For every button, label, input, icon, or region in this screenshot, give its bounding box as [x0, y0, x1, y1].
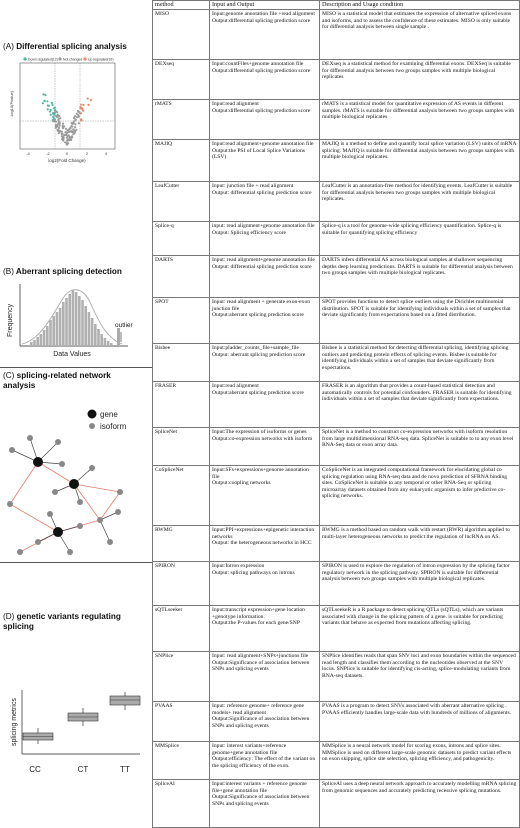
volcano-point	[76, 113, 78, 115]
histogram-bar	[72, 290, 75, 346]
volcano-point	[73, 117, 75, 119]
volcano-point	[73, 128, 75, 130]
histogram-bar	[40, 334, 43, 346]
output-text: Output:differential splicing prediction score	[212, 67, 311, 74]
volcano-point	[44, 94, 46, 96]
output-text: Output: splicing pathways on introns	[212, 569, 295, 576]
volcano-point	[65, 128, 67, 130]
panel-a-label: (A)	[3, 42, 14, 51]
input-text: Input:transcript expression+gene location +genotype information.	[212, 607, 305, 620]
volcano-point	[72, 123, 74, 125]
output-text: Output:Significance of association between SNPs and splicing events	[212, 794, 310, 807]
output-text: Output:efficiency: The effect of the variant on the splicing efficiency of the exon.	[212, 756, 316, 769]
description-cell: MMSplice is a neural network model for scoring exons, introns and splice sites. MMSplice is used on different large-scale genomic datasets to predict variant effects on exon skipping, splice site selection, splicing efficiency, and pathogenicity.	[320, 742, 520, 780]
panel-d-title	[3, 612, 149, 632]
method-cell: SpliceAI	[153, 780, 210, 828]
histogram-bars	[30, 290, 113, 346]
volcano-point	[70, 130, 72, 132]
table-row	[153, 140, 520, 182]
input-output-cell	[210, 562, 320, 606]
volcano-point	[74, 132, 76, 134]
legend-gene-dot	[88, 410, 97, 419]
input-output-cell	[210, 10, 320, 60]
output-text: Output: differential splicing prediction score	[212, 263, 312, 270]
outlier-label: outlier	[115, 322, 133, 329]
panel-b-heading: Aberrant splicing detection	[15, 267, 122, 276]
legend-isoform-dot	[89, 423, 95, 429]
histogram-bar	[52, 316, 55, 346]
volcano-point	[69, 127, 71, 129]
volcano-ylabel: -log10(Pvalue)	[9, 90, 14, 117]
table-row	[153, 562, 520, 606]
description-cell: FRASER is an algorithm that provides a count-based statistical detection and automatically controls for potential confounders. FRASER is suitable for identifying individuals within a set of samples that deviate significantly from expectations.	[320, 382, 520, 428]
input-output-cell	[210, 222, 320, 256]
panel-b-label: (B)	[3, 267, 14, 276]
volcano-point	[48, 105, 50, 107]
input-output-cell	[210, 428, 320, 466]
histogram-bar	[43, 330, 46, 346]
legend-down-dot	[23, 57, 26, 60]
input-output-cell	[210, 742, 320, 780]
method-cell: sQTLseeker	[153, 606, 210, 652]
table-row	[153, 652, 520, 702]
volcano-point	[70, 136, 72, 138]
legend-down-text: Down regulated(12)	[28, 57, 58, 62]
input-text: Input: read alignment+genome annotation file	[212, 257, 315, 264]
output-text: Output:differential splicing prediction score	[212, 107, 311, 114]
volcano-point	[43, 100, 45, 102]
volcano-point	[47, 108, 49, 110]
legend-not-dot	[58, 57, 61, 60]
panel-c-label: (C)	[3, 371, 15, 380]
volcano-point	[87, 97, 89, 99]
category-tt: TT	[120, 765, 130, 774]
method-cell: Bisbee	[153, 344, 210, 382]
output-text: Output:the PSI of Local Splice Variations (LSV)	[212, 147, 305, 161]
description-cell: PVAAS is a program to detect SNVs associated with aberrant alternative splicing . PVAAS efficiently handles large-scale data with hundreds of millions of alignments.	[320, 702, 520, 742]
volcano-point	[46, 100, 48, 102]
description-cell: MAJIQ is a method to define and quantify local splice variation (LSV) units of mRNA splicing. MAJIQ is suitable for differential analysis between two groups samples with multiple biological replicates.	[320, 140, 520, 182]
output-text: Output:aberrant splicing prediction score	[212, 389, 304, 396]
volcano-point	[53, 113, 55, 115]
volcano-point	[70, 139, 72, 141]
panel-d-heading: genetic variants regulating splicing	[3, 612, 121, 631]
input-output-cell	[210, 140, 320, 182]
table-row	[153, 60, 520, 100]
method-cell: SNPlice	[153, 652, 210, 702]
gene-nodes	[33, 457, 79, 537]
volcano-point	[68, 131, 70, 133]
output-text: Output:coopling networks	[212, 480, 271, 487]
input-text: Input: read alignment + generate exon-exon junction file	[212, 299, 311, 312]
description-cell: SPOT provides functions to detect splice outliers using the Dirichlet multinomial distribution. SPOT is suitable for identifying individuals within a set of samples that deviate significantly from expectations based on a fitted distribution.	[320, 298, 520, 344]
input-text: Input:genome annotation file +read alignment	[212, 11, 315, 18]
histogram-xlabel: Data Values	[53, 351, 91, 358]
volcano-point	[78, 122, 80, 124]
legend-not-text: Not changed	[63, 57, 83, 62]
input-text: Input:SFs+expressions+genome annotation file	[212, 467, 309, 480]
description-cell: DEXseq is a statistical method for examining differential exons. DEXSeq is suitable for differential analysis between two groups samples with multiple biological replicates	[320, 60, 520, 100]
input-output-cell	[210, 182, 320, 222]
output-text: Output: the heterogeneous networks in HCC	[212, 540, 312, 547]
histogram-bar	[78, 296, 81, 346]
volcano-point	[61, 138, 63, 140]
table-row	[153, 606, 520, 652]
volcano-point	[55, 110, 57, 112]
input-output-cell	[210, 256, 320, 298]
volcano-point	[75, 129, 77, 131]
volcano-xlabel: log2(Fold Change)	[48, 158, 86, 163]
histogram-bar	[91, 318, 94, 346]
table-row	[153, 382, 520, 428]
histogram-bar	[107, 341, 110, 346]
description-cell: RWMG is a method based on random walk with restart (RWR) algorithm applied to multi-layer heterogeneous networks to predict the regulation of lncRNA on AS.	[320, 526, 520, 562]
volcano-point	[67, 139, 69, 141]
method-cell: CoSpliceNet	[153, 466, 210, 526]
panel-a-title	[3, 42, 127, 52]
methods-table	[152, 0, 520, 828]
table-header-row	[153, 1, 520, 10]
panel-d-label: (D)	[3, 612, 15, 621]
table-row	[153, 222, 520, 256]
histogram-bar	[75, 292, 78, 346]
volcano-point	[66, 143, 68, 145]
histogram-bar	[49, 320, 52, 346]
input-text: Input:countFiles+genome annotation file	[212, 61, 304, 68]
output-text: Output:differential splicing prediction score	[212, 17, 311, 24]
input-output-cell	[210, 60, 320, 100]
volcano-point	[73, 120, 75, 122]
table-row	[153, 526, 520, 562]
category-ct: CT	[77, 765, 89, 774]
input-output-cell	[210, 298, 320, 344]
method-cell: rMATS	[153, 100, 210, 140]
volcano-point	[70, 125, 72, 127]
output-text: Output:co-expression networks with isoform	[212, 435, 313, 442]
table-row	[153, 428, 520, 466]
box-ct	[68, 708, 98, 726]
network-spokes	[12, 438, 118, 552]
header-description: Description and Usage condition	[320, 1, 520, 10]
input-text: Input:read alignment	[212, 383, 259, 390]
histogram-bar	[100, 334, 103, 346]
volcano-point	[53, 107, 55, 109]
isoform-nodes	[7, 435, 123, 555]
method-cell: SpliceNet	[153, 428, 210, 466]
volcano-point	[58, 121, 60, 123]
input-text: input: read alignment+genome annotation file	[212, 223, 315, 230]
output-text: Output:aberrant splicing prediction score	[212, 312, 304, 319]
description-cell: rMATS is a statistical model for quantitative expression of AS events in different samples. rMATS is suitable for differential analysis between two groups samples with multiple biological replicates	[320, 100, 520, 140]
input-text: Input:pladder_counts_file+sample_file	[212, 345, 300, 352]
histogram-bar	[94, 324, 97, 346]
header-method: method	[153, 1, 210, 10]
description-cell: SpliceAI uses a deep neural network approach to accurately modelling mRNA splicing from genomic sequences and accurately predicting recessive splicing mutations.	[320, 780, 520, 828]
volcano-point	[80, 119, 82, 121]
histogram-bar	[104, 338, 107, 346]
histogram-bar	[97, 329, 100, 346]
input-output-cell	[210, 526, 320, 562]
method-cell: MISO	[153, 10, 210, 60]
outlier-bar	[117, 328, 120, 346]
volcano-point	[50, 114, 52, 116]
method-cell: DEXseq	[153, 60, 210, 100]
histogram-plot	[0, 280, 152, 360]
description-cell: MISO is a statistical model that estimates the expression of alternative spliced exons and isoforms, and to assess the confidence of these estimates. MISO is only suitable for differential analysis between single sample .	[320, 10, 520, 60]
volcano-point	[58, 119, 60, 121]
volcano-point	[81, 107, 83, 109]
input-output-cell	[210, 382, 320, 428]
histogram-bar	[110, 343, 113, 346]
volcano-point	[66, 132, 68, 134]
histogram-bar	[33, 340, 36, 346]
input-output-cell	[210, 466, 320, 526]
output-text: Output: aberrant splicing prediction score	[212, 351, 306, 358]
histogram-bar	[68, 294, 71, 346]
legend-gene-text: gene	[100, 410, 118, 419]
volcano-plot	[0, 55, 152, 175]
table-row	[153, 702, 520, 742]
histogram-bar	[65, 298, 68, 346]
volcano-points	[42, 93, 92, 145]
input-text: Input: reference genome+ reference gene models+ read alignment	[212, 703, 304, 716]
input-text: Input:interest variants + reference genome file+gene annotation file	[212, 781, 307, 794]
table-row	[153, 298, 520, 344]
method-cell: FRASER	[153, 382, 210, 428]
description-cell: SpliceNet is a method to construct co-expression networks with isoform resolution from large multidimensional RNA-seq data. SpliceNet is suitable to to any exon level RNA-Seq data or exon array data.	[320, 428, 520, 466]
volcano-point	[61, 133, 63, 135]
table-row	[153, 742, 520, 780]
panel-c-title	[3, 371, 143, 391]
volcano-xtick: 4	[104, 151, 108, 156]
method-cell: RWMG	[153, 526, 210, 562]
histogram-bar	[88, 312, 91, 346]
legend-up-dot	[83, 57, 86, 60]
histogram-bar	[56, 312, 59, 346]
output-text: Output:Significance of association between SNPs and splicing events	[212, 659, 310, 673]
box-cc	[23, 728, 53, 744]
method-cell: SPIRON	[153, 562, 210, 606]
volcano-point	[78, 116, 80, 118]
header-input-output: Input and Output	[210, 1, 320, 10]
volcano-point	[61, 131, 63, 133]
volcano-point	[90, 99, 92, 101]
panel-a	[0, 0, 152, 262]
volcano-point	[56, 124, 58, 126]
volcano-point	[87, 104, 89, 106]
method-cell: MMSplice	[153, 742, 210, 780]
volcano-point	[55, 121, 57, 123]
volcano-point	[52, 104, 54, 106]
histogram-bar	[46, 326, 49, 346]
input-output-cell	[210, 780, 320, 828]
input-output-cell	[210, 100, 320, 140]
method-cell: LeafCutter	[153, 182, 210, 222]
output-text: Output:Significance of association between SNPs and splicing events	[212, 716, 310, 729]
histogram-bar	[30, 342, 33, 346]
method-cell: PVAAS	[153, 702, 210, 742]
volcano-point	[74, 115, 76, 117]
volcano-xtick: 0	[65, 151, 69, 156]
volcano-point	[76, 116, 78, 118]
table-row	[153, 344, 520, 382]
histogram-bar	[84, 306, 87, 346]
table-row	[153, 466, 520, 526]
network-links	[10, 462, 120, 552]
figure-panels	[0, 0, 152, 781]
panel-a-heading: Differential splicing analysis	[16, 42, 127, 51]
input-output-cell	[210, 702, 320, 742]
network-diagram	[0, 392, 152, 572]
volcano-xtick: 2	[85, 151, 89, 156]
input-text: Input:PPI+expressions+epigenetic interaction networks	[212, 527, 315, 540]
description-cell: SNPlice identifies reads that span SNV loci and exon boundaries within the sequenced read length and classifies them according to the nucleotides observed at the SNV locus. SNPlice is suitable for identifying cis-acting, splice-modulating variants from RNA-seq datasets.	[320, 652, 520, 702]
volcano-point	[51, 102, 53, 104]
method-cell: SPOT	[153, 298, 210, 344]
description-cell: LeafCutter is an annotation-free method for identifying events. LeafCutter is suitable for differential analysis between two groups samples with multiple biological replicates.	[320, 182, 520, 222]
volcano-point	[62, 127, 64, 129]
boxplot-ylabel: splicing metrics	[11, 698, 18, 746]
volcano-xtick: -4	[26, 151, 30, 156]
input-text: Input: interest variants+reference genome+gene annotation file	[212, 743, 287, 756]
method-cell: Splice-q	[153, 222, 210, 256]
volcano-point	[42, 102, 44, 104]
box-tt	[110, 692, 140, 710]
description-cell: CoSpliceNet is an integrated computational framework for elucidating global co splicing regulation using RNA-seq data and de novo prediction of SFRNA binding sites. CoSpliceNet is suitable to any temporal or other RNA-Seq or splicing microarray datasets obtained from any eukaryotic organism to infer predictive co-splicing networks.	[320, 466, 520, 526]
volcano-point	[62, 123, 64, 125]
description-cell: sQTLseekeR is a R package to detect splicing QTLs (sQTLs), which are variants associated with change in the splicing pattern of a gene. is suitable for predicting variants that behave as expected from mutations affecting splicing.	[320, 606, 520, 652]
volcano-point	[52, 119, 54, 121]
description-cell: DARTS infers differential AS across biological samples at shallower sequencing depths deep learning predictions. DARTS is suitable for differential analysis between two groups samples with multiple biological replicates.	[320, 256, 520, 298]
legend-up-text: Up regulated(16)	[88, 57, 114, 62]
histogram-bar	[59, 308, 62, 346]
method-cell: DARTS	[153, 256, 210, 298]
table-row	[153, 780, 520, 828]
volcano-point	[54, 115, 56, 117]
table-row	[153, 10, 520, 60]
input-output-cell	[210, 344, 320, 382]
input-text: Input: read alignment+SNPs+junctions file	[212, 653, 309, 660]
histogram-bar	[81, 300, 84, 346]
legend-isoform-text: isoform	[100, 422, 127, 431]
panel-c-heading: splicing-related network analysis	[3, 371, 111, 390]
volcano-point	[50, 109, 52, 111]
volcano-point	[80, 112, 82, 114]
input-output-cell	[210, 652, 320, 702]
input-text: Input: junction file + read alignment	[212, 183, 294, 190]
output-text: Output: Splicing efficiency score	[212, 229, 286, 236]
input-text: Input:The expression of isoforms or genes	[212, 429, 307, 436]
table-row	[153, 100, 520, 140]
volcano-point	[64, 141, 66, 143]
table-row	[153, 256, 520, 298]
volcano-point	[67, 135, 69, 137]
table-body	[153, 10, 520, 828]
table-row	[153, 182, 520, 222]
volcano-xtick: -2	[46, 151, 50, 156]
volcano-point	[83, 104, 85, 106]
input-text: Input:read alignment	[212, 101, 259, 108]
input-text: Input:read alignment+genome annotation file	[212, 141, 314, 148]
description-cell: Bisbee is a statistical method for detecting differential splicing, identifying splicing outliers and predicting protein effects of splicing events. Bisbee is suitable for identifying individuals within a set of samples that deviate significantly from expectations.	[320, 344, 520, 382]
input-output-cell	[210, 606, 320, 652]
input-text: Input:Intron expression	[212, 563, 265, 570]
output-text: Output: differential splicing prediction score	[212, 189, 312, 196]
volcano-point	[74, 126, 76, 128]
method-cell: MAJIQ	[153, 140, 210, 182]
boxplot	[0, 640, 152, 780]
description-cell: Splice-q is a tool for genome-wide splicing efficiency quantification. Splice-q is suitable for quantifying splicing efficiency	[320, 222, 520, 256]
output-text: Output:the P-values for each gene/SNP	[212, 620, 300, 627]
histogram-bar	[36, 337, 39, 346]
histogram-bar	[62, 302, 65, 346]
volcano-point	[56, 115, 58, 117]
volcano-point	[75, 119, 77, 121]
volcano-point	[58, 130, 60, 132]
category-cc: CC	[29, 765, 41, 774]
description-cell: SPIRON is used to explore the regulation of intron expression by the splicing factor regulatory network in the splicing pathway. SPIRON is suitable for differential analysis between two groups samples with multiple biological replicates.	[320, 562, 520, 606]
volcano-point	[42, 93, 44, 95]
histogram-ylabel: Frequency	[7, 303, 14, 337]
panel-b-title	[3, 267, 122, 277]
volcano-point	[80, 104, 82, 106]
